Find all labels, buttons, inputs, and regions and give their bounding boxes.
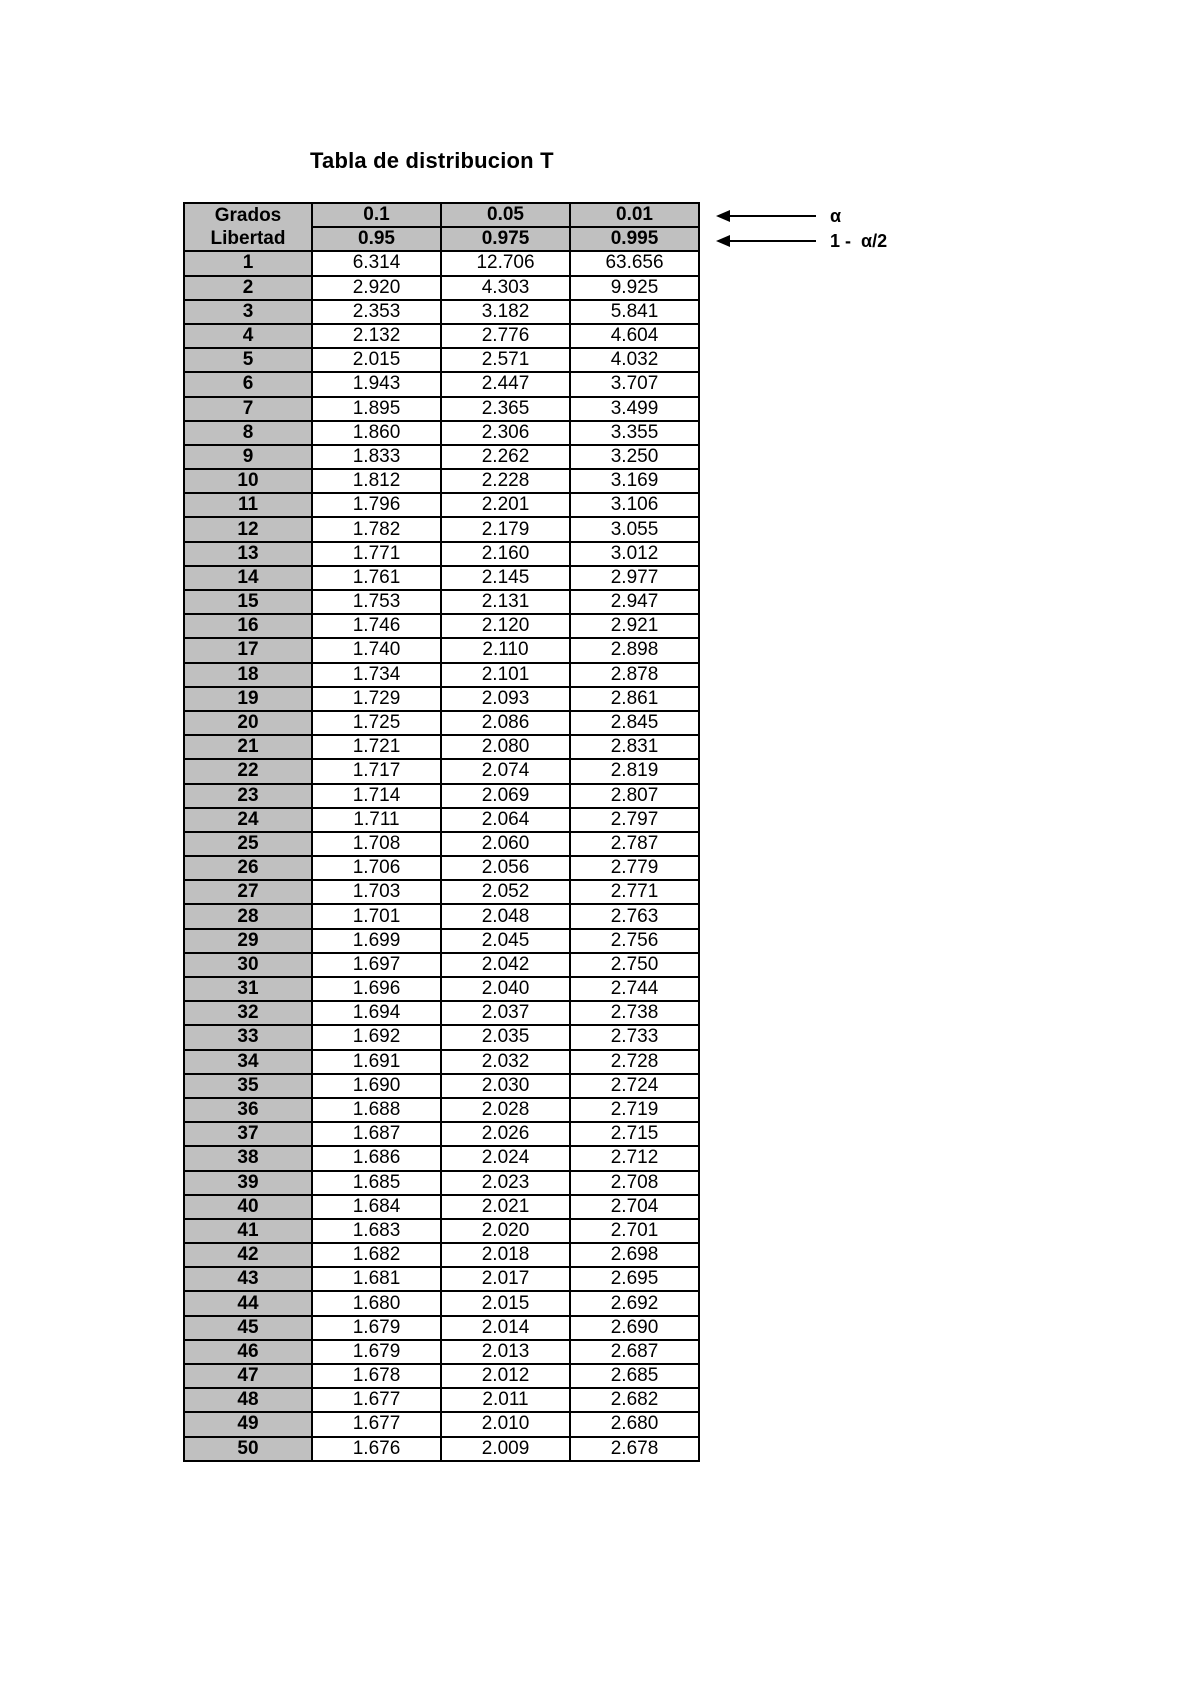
critical-value-cell: 1.753 [312, 590, 441, 614]
table-row [184, 1340, 699, 1364]
critical-value-cell: 2.056 [441, 856, 570, 880]
critical-value-cell: 2.715 [570, 1122, 699, 1146]
critical-value-cell: 1.740 [312, 638, 441, 662]
critical-value-cell: 2.447 [441, 372, 570, 396]
critical-value-cell: 2.101 [441, 663, 570, 687]
table-row [184, 1195, 699, 1219]
critical-value-cell: 2.920 [312, 276, 441, 300]
critical-value-cell: 1.717 [312, 759, 441, 783]
critical-value-cell: 1.681 [312, 1267, 441, 1291]
critical-value-cell: 2.712 [570, 1146, 699, 1170]
table-row [184, 324, 699, 348]
degrees-of-freedom-cell: 5 [184, 348, 312, 372]
degrees-of-freedom-cell: 33 [184, 1025, 312, 1049]
critical-value-cell: 2.028 [441, 1098, 570, 1122]
table-row [184, 735, 699, 759]
table-row [184, 1001, 699, 1025]
table-row [184, 300, 699, 324]
degrees-of-freedom-cell: 46 [184, 1340, 312, 1364]
critical-value-cell: 1.685 [312, 1171, 441, 1195]
table-row [184, 1316, 699, 1340]
critical-value-cell: 1.682 [312, 1243, 441, 1267]
critical-value-cell: 3.250 [570, 445, 699, 469]
degrees-of-freedom-cell: 12 [184, 517, 312, 541]
degrees-of-freedom-cell: 27 [184, 880, 312, 904]
critical-value-cell: 2.771 [570, 880, 699, 904]
header-row-confidence [184, 227, 699, 251]
degrees-of-freedom-cell: 34 [184, 1050, 312, 1074]
degrees-of-freedom-cell: 10 [184, 469, 312, 493]
degrees-of-freedom-cell: 35 [184, 1074, 312, 1098]
critical-value-cell: 2.719 [570, 1098, 699, 1122]
critical-value-cell: 1.688 [312, 1098, 441, 1122]
alpha-label: α [830, 206, 842, 226]
degrees-of-freedom-cell: 43 [184, 1267, 312, 1291]
critical-value-cell: 2.262 [441, 445, 570, 469]
critical-value-cell: 1.943 [312, 372, 441, 396]
critical-value-cell: 1.683 [312, 1219, 441, 1243]
critical-value-cell: 1.678 [312, 1364, 441, 1388]
degrees-of-freedom-cell: 19 [184, 687, 312, 711]
alpha-arrow-icon [716, 204, 816, 228]
table-row [184, 1050, 699, 1074]
critical-value-cell: 1.729 [312, 687, 441, 711]
table-row [184, 1219, 699, 1243]
degrees-of-freedom-cell: 42 [184, 1243, 312, 1267]
critical-value-cell: 2.045 [441, 929, 570, 953]
degrees-of-freedom-cell: 28 [184, 904, 312, 928]
critical-value-cell: 1.708 [312, 832, 441, 856]
table-row [184, 493, 699, 517]
degrees-of-freedom-cell: 3 [184, 300, 312, 324]
critical-value-cell: 2.013 [441, 1340, 570, 1364]
critical-value-cell: 1.711 [312, 808, 441, 832]
critical-value-cell: 2.131 [441, 590, 570, 614]
degrees-of-freedom-cell: 32 [184, 1001, 312, 1025]
critical-value-cell: 2.704 [570, 1195, 699, 1219]
critical-value-cell: 2.845 [570, 711, 699, 735]
critical-value-cell: 1.686 [312, 1146, 441, 1170]
header-confidence-2: 0.975 [441, 227, 570, 251]
critical-value-cell: 1.701 [312, 904, 441, 928]
critical-value-cell: 2.086 [441, 711, 570, 735]
critical-value-cell: 2.064 [441, 808, 570, 832]
critical-value-cell: 1.679 [312, 1316, 441, 1340]
header-row-alpha [184, 203, 699, 227]
degrees-of-freedom-cell: 9 [184, 445, 312, 469]
table-row [184, 1388, 699, 1412]
critical-value-cell: 2.010 [441, 1412, 570, 1436]
critical-value-cell: 1.782 [312, 517, 441, 541]
critical-value-cell: 2.023 [441, 1171, 570, 1195]
degrees-of-freedom-cell: 47 [184, 1364, 312, 1388]
critical-value-cell: 4.303 [441, 276, 570, 300]
critical-value-cell: 1.746 [312, 614, 441, 638]
one-minus-half-alpha-label: 1 - α/2 [830, 231, 888, 251]
critical-value-cell: 2.020 [441, 1219, 570, 1243]
table-row [184, 1122, 699, 1146]
degrees-of-freedom-cell: 20 [184, 711, 312, 735]
critical-value-cell: 2.048 [441, 904, 570, 928]
critical-value-cell: 2.787 [570, 832, 699, 856]
critical-value-cell: 2.009 [441, 1437, 570, 1461]
degrees-of-freedom-cell: 16 [184, 614, 312, 638]
critical-value-cell: 1.721 [312, 735, 441, 759]
critical-value-cell: 2.744 [570, 977, 699, 1001]
critical-value-cell: 1.725 [312, 711, 441, 735]
critical-value-cell: 2.898 [570, 638, 699, 662]
critical-value-cell: 2.145 [441, 566, 570, 590]
table-row [184, 856, 699, 880]
critical-value-cell: 1.761 [312, 566, 441, 590]
critical-value-cell: 2.093 [441, 687, 570, 711]
table-row [184, 542, 699, 566]
critical-value-cell: 2.738 [570, 1001, 699, 1025]
critical-value-cell: 2.685 [570, 1364, 699, 1388]
critical-value-cell: 1.694 [312, 1001, 441, 1025]
critical-value-cell: 2.690 [570, 1316, 699, 1340]
critical-value-cell: 1.677 [312, 1412, 441, 1436]
table-row [184, 638, 699, 662]
critical-value-cell: 1.714 [312, 784, 441, 808]
critical-value-cell: 2.120 [441, 614, 570, 638]
critical-value-cell: 2.733 [570, 1025, 699, 1049]
critical-value-cell: 2.571 [441, 348, 570, 372]
degrees-of-freedom-cell: 39 [184, 1171, 312, 1195]
critical-value-cell: 1.677 [312, 1388, 441, 1412]
degrees-of-freedom-cell: 48 [184, 1388, 312, 1412]
degrees-of-freedom-cell: 6 [184, 372, 312, 396]
critical-value-cell: 2.776 [441, 324, 570, 348]
table-row [184, 929, 699, 953]
header-confidence-3: 0.995 [570, 227, 699, 251]
critical-value-cell: 3.499 [570, 397, 699, 421]
critical-value-cell: 1.696 [312, 977, 441, 1001]
table-row [184, 1025, 699, 1049]
critical-value-cell: 2.728 [570, 1050, 699, 1074]
degrees-of-freedom-cell: 17 [184, 638, 312, 662]
degrees-of-freedom-cell: 26 [184, 856, 312, 880]
critical-value-cell: 3.169 [570, 469, 699, 493]
critical-value-cell: 1.684 [312, 1195, 441, 1219]
degrees-of-freedom-cell: 18 [184, 663, 312, 687]
critical-value-cell: 2.024 [441, 1146, 570, 1170]
degrees-of-freedom-cell: 15 [184, 590, 312, 614]
degrees-of-freedom-cell: 29 [184, 929, 312, 953]
critical-value-cell: 2.060 [441, 832, 570, 856]
critical-value-cell: 2.228 [441, 469, 570, 493]
critical-value-cell: 2.353 [312, 300, 441, 324]
degrees-of-freedom-cell: 38 [184, 1146, 312, 1170]
critical-value-cell: 2.201 [441, 493, 570, 517]
table-row [184, 687, 699, 711]
table-row [184, 784, 699, 808]
degrees-of-freedom-cell: 14 [184, 566, 312, 590]
critical-value-cell: 2.030 [441, 1074, 570, 1098]
critical-value-cell: 1.812 [312, 469, 441, 493]
critical-value-cell: 12.706 [441, 251, 570, 275]
critical-value-cell: 1.771 [312, 542, 441, 566]
table-row [184, 1437, 699, 1461]
critical-value-cell: 3.182 [441, 300, 570, 324]
critical-value-cell: 1.703 [312, 880, 441, 904]
table-row [184, 1074, 699, 1098]
header-alpha-2: 0.05 [441, 203, 570, 227]
critical-value-cell: 1.860 [312, 421, 441, 445]
critical-value-cell: 1.692 [312, 1025, 441, 1049]
critical-value-cell: 2.015 [312, 348, 441, 372]
critical-value-cell: 2.160 [441, 542, 570, 566]
table-row [184, 880, 699, 904]
table-row [184, 663, 699, 687]
critical-value-cell: 3.355 [570, 421, 699, 445]
critical-value-cell: 2.921 [570, 614, 699, 638]
degrees-of-freedom-cell: 7 [184, 397, 312, 421]
critical-value-cell: 63.656 [570, 251, 699, 275]
degrees-of-freedom-cell: 41 [184, 1219, 312, 1243]
critical-value-cell: 2.819 [570, 759, 699, 783]
critical-value-cell: 1.697 [312, 953, 441, 977]
degrees-of-freedom-cell: 24 [184, 808, 312, 832]
critical-value-cell: 2.069 [441, 784, 570, 808]
table-row [184, 590, 699, 614]
critical-value-cell: 2.018 [441, 1243, 570, 1267]
critical-value-cell: 4.032 [570, 348, 699, 372]
degrees-of-freedom-cell: 44 [184, 1291, 312, 1315]
table-row [184, 832, 699, 856]
critical-value-cell: 2.032 [441, 1050, 570, 1074]
header-grados: Grados [184, 203, 312, 227]
critical-value-cell: 3.012 [570, 542, 699, 566]
table-row [184, 1171, 699, 1195]
critical-value-cell: 1.676 [312, 1437, 441, 1461]
critical-value-cell: 2.074 [441, 759, 570, 783]
critical-value-cell: 2.015 [441, 1291, 570, 1315]
critical-value-cell: 1.690 [312, 1074, 441, 1098]
degrees-of-freedom-cell: 30 [184, 953, 312, 977]
critical-value-cell: 2.708 [570, 1171, 699, 1195]
critical-value-cell: 2.040 [441, 977, 570, 1001]
critical-value-cell: 1.679 [312, 1340, 441, 1364]
degrees-of-freedom-cell: 21 [184, 735, 312, 759]
critical-value-cell: 2.110 [441, 638, 570, 662]
table-row [184, 953, 699, 977]
critical-value-cell: 1.706 [312, 856, 441, 880]
table-row [184, 372, 699, 396]
header-alpha-1: 0.1 [312, 203, 441, 227]
degrees-of-freedom-cell: 45 [184, 1316, 312, 1340]
critical-value-cell: 2.878 [570, 663, 699, 687]
critical-value-cell: 2.365 [441, 397, 570, 421]
degrees-of-freedom-cell: 13 [184, 542, 312, 566]
table-row [184, 808, 699, 832]
degrees-of-freedom-cell: 23 [184, 784, 312, 808]
degrees-of-freedom-cell: 37 [184, 1122, 312, 1146]
critical-value-cell: 2.750 [570, 953, 699, 977]
critical-value-cell: 2.687 [570, 1340, 699, 1364]
critical-value-cell: 2.035 [441, 1025, 570, 1049]
critical-value-cell: 2.831 [570, 735, 699, 759]
critical-value-cell: 2.678 [570, 1437, 699, 1461]
table-row [184, 759, 699, 783]
degrees-of-freedom-cell: 2 [184, 276, 312, 300]
degrees-of-freedom-cell: 25 [184, 832, 312, 856]
table-row [184, 614, 699, 638]
degrees-of-freedom-cell: 31 [184, 977, 312, 1001]
table-row [184, 904, 699, 928]
header-confidence-1: 0.95 [312, 227, 441, 251]
critical-value-cell: 2.179 [441, 517, 570, 541]
degrees-of-freedom-cell: 22 [184, 759, 312, 783]
degrees-of-freedom-cell: 49 [184, 1412, 312, 1436]
table-row [184, 421, 699, 445]
table-row [184, 1412, 699, 1436]
degrees-of-freedom-cell: 1 [184, 251, 312, 275]
critical-value-cell: 6.314 [312, 251, 441, 275]
critical-value-cell: 1.699 [312, 929, 441, 953]
critical-value-cell: 2.680 [570, 1412, 699, 1436]
critical-value-cell: 2.807 [570, 784, 699, 808]
page-title: Tabla de distribucion T [310, 148, 554, 173]
header-alpha-3: 0.01 [570, 203, 699, 227]
critical-value-cell: 2.017 [441, 1267, 570, 1291]
critical-value-cell: 2.947 [570, 590, 699, 614]
table-row [184, 1098, 699, 1122]
critical-value-cell: 2.861 [570, 687, 699, 711]
critical-value-cell: 9.925 [570, 276, 699, 300]
critical-value-cell: 2.012 [441, 1364, 570, 1388]
critical-value-cell: 2.037 [441, 1001, 570, 1025]
table-row [184, 711, 699, 735]
critical-value-cell: 1.734 [312, 663, 441, 687]
critical-value-cell: 2.763 [570, 904, 699, 928]
critical-value-cell: 1.895 [312, 397, 441, 421]
critical-value-cell: 3.707 [570, 372, 699, 396]
table-row [184, 348, 699, 372]
degrees-of-freedom-cell: 8 [184, 421, 312, 445]
critical-value-cell: 2.052 [441, 880, 570, 904]
t-distribution-table [183, 202, 700, 1462]
one-minus-half-alpha-arrow-icon [716, 229, 816, 253]
table-row [184, 1267, 699, 1291]
critical-value-cell: 1.796 [312, 493, 441, 517]
table-row [184, 566, 699, 590]
degrees-of-freedom-cell: 50 [184, 1437, 312, 1461]
table-row [184, 469, 699, 493]
critical-value-cell: 2.692 [570, 1291, 699, 1315]
critical-value-cell: 2.698 [570, 1243, 699, 1267]
header-libertad: Libertad [184, 227, 312, 251]
critical-value-cell: 2.779 [570, 856, 699, 880]
critical-value-cell: 1.687 [312, 1122, 441, 1146]
critical-value-cell: 2.306 [441, 421, 570, 445]
degrees-of-freedom-cell: 11 [184, 493, 312, 517]
critical-value-cell: 2.797 [570, 808, 699, 832]
table-row [184, 1364, 699, 1388]
critical-value-cell: 1.680 [312, 1291, 441, 1315]
critical-value-cell: 5.841 [570, 300, 699, 324]
critical-value-cell: 2.021 [441, 1195, 570, 1219]
critical-value-cell: 2.977 [570, 566, 699, 590]
critical-value-cell: 2.014 [441, 1316, 570, 1340]
table-row [184, 445, 699, 469]
critical-value-cell: 2.080 [441, 735, 570, 759]
table-row [184, 276, 699, 300]
table-row [184, 977, 699, 1001]
degrees-of-freedom-cell: 36 [184, 1098, 312, 1122]
table-row [184, 251, 699, 275]
table-row [184, 1243, 699, 1267]
critical-value-cell: 1.691 [312, 1050, 441, 1074]
critical-value-cell: 2.011 [441, 1388, 570, 1412]
critical-value-cell: 4.604 [570, 324, 699, 348]
critical-value-cell: 2.695 [570, 1267, 699, 1291]
table-row [184, 397, 699, 421]
critical-value-cell: 3.106 [570, 493, 699, 517]
table-row [184, 517, 699, 541]
table-row [184, 1291, 699, 1315]
critical-value-cell: 2.682 [570, 1388, 699, 1412]
critical-value-cell: 2.756 [570, 929, 699, 953]
critical-value-cell: 2.701 [570, 1219, 699, 1243]
critical-value-cell: 1.833 [312, 445, 441, 469]
critical-value-cell: 3.055 [570, 517, 699, 541]
table-row [184, 1146, 699, 1170]
degrees-of-freedom-cell: 4 [184, 324, 312, 348]
critical-value-cell: 2.132 [312, 324, 441, 348]
degrees-of-freedom-cell: 40 [184, 1195, 312, 1219]
critical-value-cell: 2.026 [441, 1122, 570, 1146]
critical-value-cell: 2.724 [570, 1074, 699, 1098]
critical-value-cell: 2.042 [441, 953, 570, 977]
